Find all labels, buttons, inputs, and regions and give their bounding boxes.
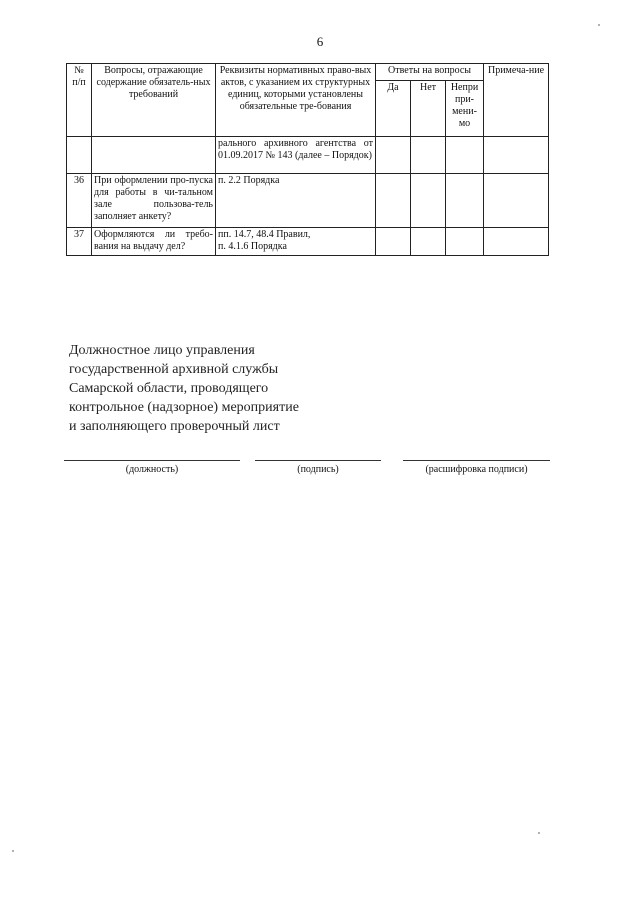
table-row [67, 228, 549, 256]
row-question: При оформлении про-пуска для работы в чи-тальном зале пользова-тель заполняет анкету? [92, 174, 216, 228]
row-requisites [216, 228, 376, 256]
header-note: Примеча-ние [484, 64, 549, 137]
signatory-line: контрольное (надзорное) мероприятие [69, 400, 299, 415]
page-number: 6 [316, 34, 324, 49]
row-num: 37 [67, 228, 92, 256]
signatory-line: государственной архивной службы [69, 362, 279, 377]
header-requisites: Реквизиты нормативных право-вых актов, с указанием их структурных единиц, которыми установлены обязательные тре-бования [216, 64, 376, 137]
signatory-line: Самарской области, проводящего [69, 381, 269, 396]
row-question: Оформляются ли требо-вания на выдачу дел? [92, 228, 216, 256]
header-question: Вопросы, отражающие содержание обязатель-ных требований [92, 64, 216, 137]
signatory-block [69, 341, 369, 436]
row-answer-no [411, 228, 446, 256]
decoding-signature-line [403, 460, 550, 461]
row-answer-yes [376, 228, 411, 256]
row-answer-yes [376, 137, 411, 174]
row-question [92, 137, 216, 174]
row-answer-no [411, 137, 446, 174]
position-label: (должность) [125, 464, 179, 475]
row-requisites-line: пп. 14.7, 48.4 Правил, [218, 229, 311, 240]
row-requisites-line: п. 4.1.6 Порядка [218, 241, 287, 252]
header-no: Нет [411, 81, 446, 137]
row-answer-no [411, 174, 446, 228]
row-answer-yes [376, 174, 411, 228]
row-num: 36 [67, 174, 92, 228]
table-row [67, 137, 549, 174]
header-not-applicable: Непри при-мени-мо [446, 81, 484, 137]
checklist-table [66, 63, 549, 256]
signature-label: (подпись) [297, 464, 339, 475]
row-answer-na [446, 137, 484, 174]
signatory-line: Должностное лицо управления [69, 343, 255, 358]
row-requisites: п. 2.2 Порядка [216, 174, 376, 228]
scan-speck [12, 850, 14, 852]
signatory-line: и заполняющего проверочный лист [69, 419, 280, 434]
row-note [484, 137, 549, 174]
row-requisites: рального архивного агентства от 01.09.2017 № 143 (далее – Порядок) [216, 137, 376, 174]
row-answer-na [446, 174, 484, 228]
decoding-label: (расшифровка подписи) [425, 464, 528, 475]
header-num: № п/п [67, 64, 92, 137]
row-num [67, 137, 92, 174]
table-header-row [67, 64, 549, 81]
signature-line [255, 460, 381, 461]
header-answers: Ответы на вопросы [376, 64, 484, 81]
scan-speck [598, 24, 600, 26]
table-row [67, 174, 549, 228]
position-signature-line [64, 460, 240, 461]
scan-speck [538, 832, 540, 834]
row-note [484, 228, 549, 256]
header-yes: Да [376, 81, 411, 137]
row-note [484, 174, 549, 228]
row-answer-na [446, 228, 484, 256]
